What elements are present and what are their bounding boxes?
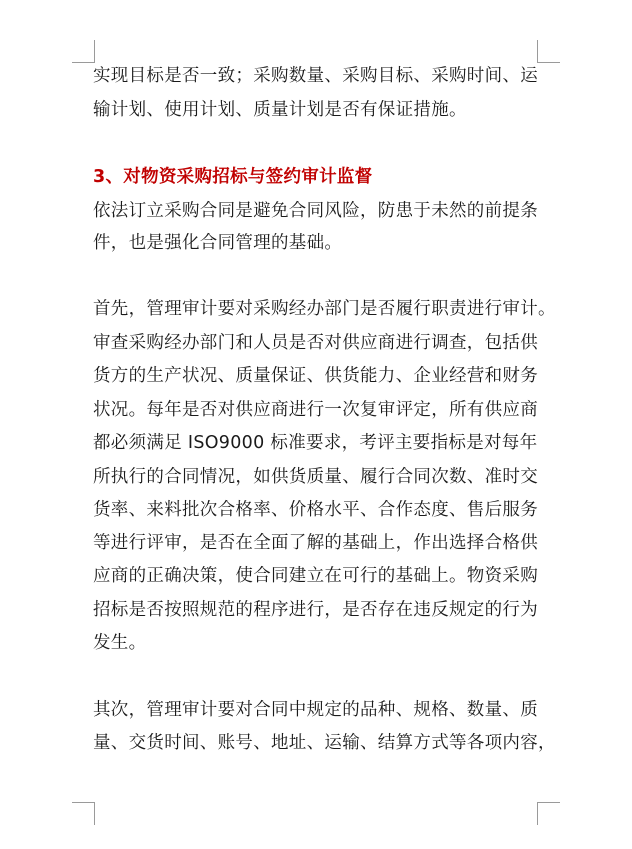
margin-corner-top-left (72, 40, 95, 63)
paragraph-line: 发生。 (93, 633, 147, 653)
margin-corner-top-right (537, 40, 560, 63)
paragraph-line: 审查采购经办部门和人员是否对供应商进行调查，包括供 (93, 333, 538, 353)
paragraph-line: 其次，管理审计要对合同中规定的品种、规格、数量、质 (93, 700, 538, 720)
paragraph-line: 应商的正确决策，使合同建立在可行的基础上。物资采购 (93, 566, 538, 586)
paragraph-line: 等进行评审，是否在全面了解的基础上，作出选择合格供 (93, 533, 538, 553)
paragraph-line: 都必须满足 ISO9000 标准要求，考评主要指标是对每年 (93, 433, 538, 453)
paragraph-line: 件，也是强化合同管理的基础。 (93, 233, 343, 253)
margin-corner-bottom-right (537, 802, 560, 825)
margin-corner-bottom-left (72, 802, 95, 825)
paragraph-line: 货率、来料批次合格率、价格水平、合作态度、售后服务 (93, 500, 538, 520)
paragraph-line: 输计划、使用计划、质量计划是否有保证措施。 (93, 100, 467, 120)
paragraph-line: 货方的生产状况、质量保证、供货能力、企业经营和财务 (93, 366, 538, 386)
paragraph-line: 实现目标是否一致；采购数量、采购目标、采购时间、运 (93, 66, 538, 86)
paragraph-line: 依法订立采购合同是避免合同风险，防患于未然的前提条 (93, 201, 538, 221)
paragraph-line: 首先，管理审计要对采购经办部门是否履行职责进行审计。 (93, 299, 556, 319)
paragraph-line: 所执行的合同情况，如供货质量、履行合同次数、准时交 (93, 467, 538, 487)
paragraph-line: 招标是否按照规范的程序进行，是否存在违反规定的行为 (93, 600, 538, 620)
section-heading: 3、对物资采购招标与签约审计监督 (93, 167, 373, 187)
paragraph-line: 量、交货时间、账号、地址、运输、结算方式等各项内容， (93, 733, 556, 753)
paragraph-line: 状况。每年是否对供应商进行一次复审评定，所有供应商 (93, 400, 538, 420)
